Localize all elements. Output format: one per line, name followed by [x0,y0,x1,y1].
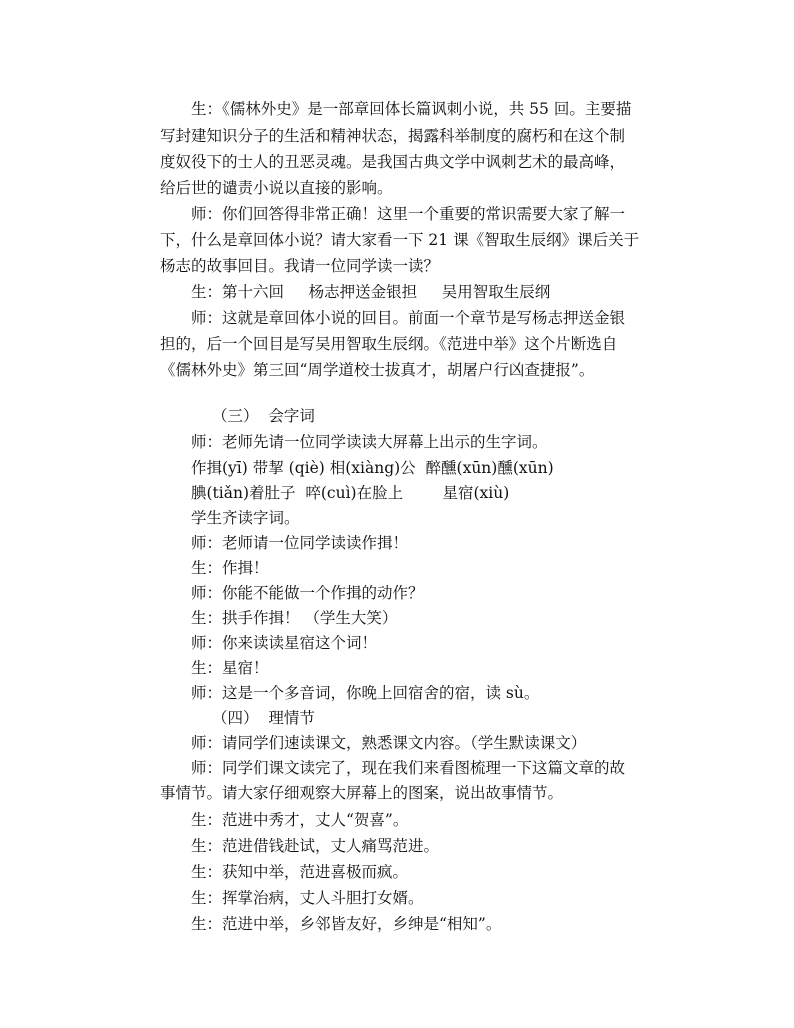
text-line: 担的，后一个回目是写吴用智取生辰纲。《范进中举》这个片断选自 [160,335,618,353]
text-line: 下，什么是章回体小说？请大家看一下 21 课《智取生辰纲》课后关于 [160,231,640,249]
text-line: 师：这就是章回体小说的回目。前面一个章节是写杨志押送金银 [191,309,626,327]
text-line: 生：挥掌治病，丈人斗胆打女婿。 [191,889,424,907]
text-line: 生：范进中举，乡邻皆友好，乡绅是“相知”。 [191,915,502,933]
text-line: 师：你能不能做一个作揖的动作？ [191,584,424,602]
text-line: 给后世的谴责小说以直接的影响。 [160,179,393,197]
text-line: 生：第十六回 杨志押送金银担 吴用智取生辰纲 [191,283,551,301]
text-line: 生：星宿！ [191,659,269,677]
text-line: 师：老师请一位同学读读作揖！ [191,534,409,552]
text-line: 写封建知识分子的生活和精神状态，揭露科举制度的腐朽和在这个制 [160,127,626,145]
text-line: 生：获知中举，范进喜极而疯。 [191,863,409,881]
text-line: 生：范进中秀才，丈人“贺喜”。 [191,811,409,829]
text-line: 杨志的故事回目。我请一位同学读一读？ [160,257,440,275]
text-line: 学生齐读字词。 [191,509,300,527]
text-line: 师：你们回答得非常正确！这里一个重要的常识需要大家了解一 [191,205,626,223]
text-line: 生：《儒林外史》是一部章回体长篇讽刺小说，共 55 回。主要描 [191,100,632,118]
text-line: 师：这是一个多音词，你晚上回宿舍的宿，读 sù。 [191,684,540,702]
text-line: 师：请同学们速读课文，熟悉课文内容。（学生默读课文） [191,734,587,752]
text-line: 生：拱手作揖！ （学生大笑） [191,609,398,627]
text-line: 师：同学们课文读完了，现在我们来看图梳理一下这篇文章的故 [191,759,626,777]
text-line: 生：范进借钱赴试，丈人痛骂范进。 [191,837,440,855]
text-line: 师：你来读读星宿这个词！ [191,634,378,652]
vocab-line: 作揖(yī) 带挈 (qiè) 相(xiàng)公 醉醺(xūn)醺(xūn) [191,459,554,477]
text-line: 师：老师先请一位同学读读大屏幕上出示的生字词。 [191,433,548,451]
section-heading: （三） 会字词 [212,407,315,425]
vocab-line: 腆(tiǎn)着肚子 啐(cuì)在脸上 星宿(xiù) [191,484,510,502]
text-line: 生：作揖！ [191,559,269,577]
text-line: 度奴役下的士人的丑恶灵魂。是我国古典文学中讽刺艺术的最高峰， [160,153,626,171]
text-line: 事情节。请大家仔细观察大屏幕上的图案，说出故事情节。 [160,784,564,802]
section-heading: （四） 理情节 [212,709,315,727]
text-line: 《儒林外史》第三回“周学道校士拔真才，胡屠户行凶查捷报”。 [160,361,595,379]
